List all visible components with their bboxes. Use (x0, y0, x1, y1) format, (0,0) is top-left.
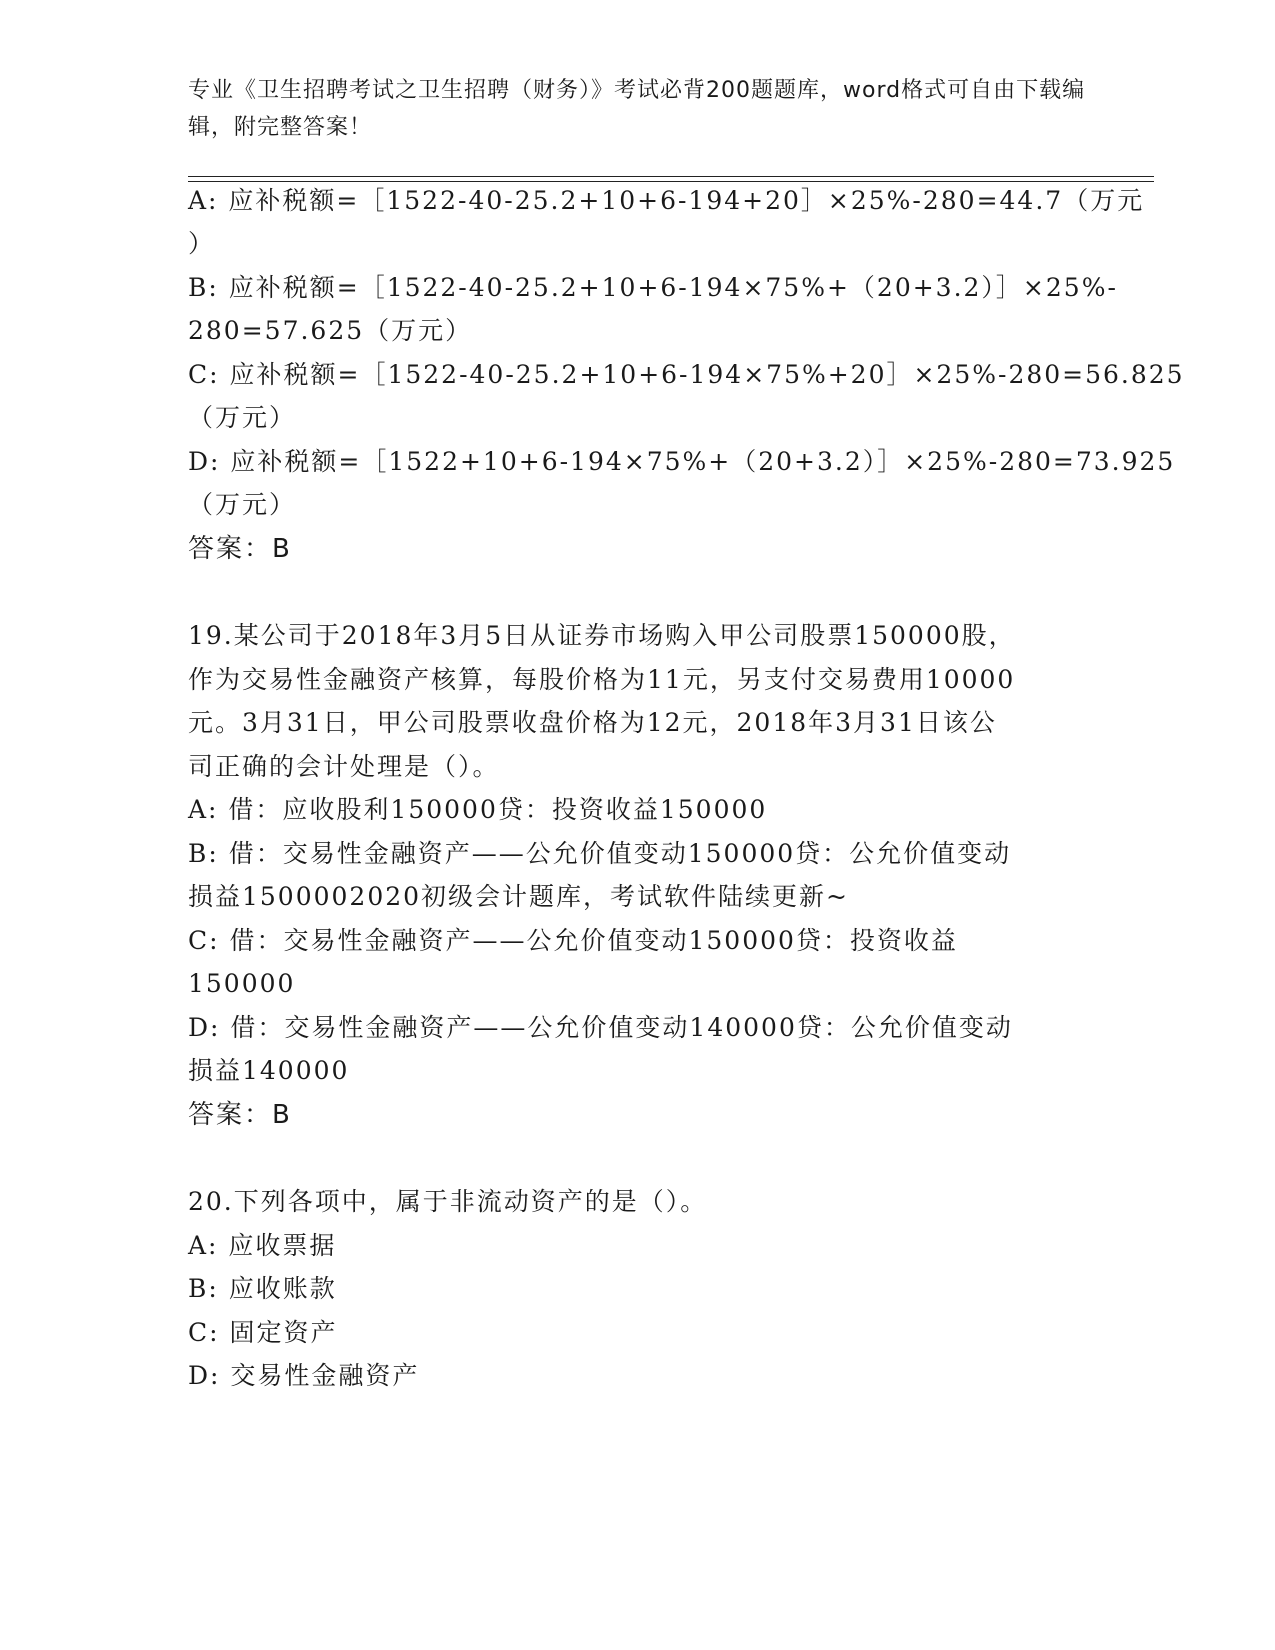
q19-option-c-line1: C: 借：交易性金融资产——公允价值变动150000贷：投资收益 (188, 926, 958, 955)
q20-option-a: A: 应收票据 (188, 1231, 337, 1260)
q19-option-d-line1: D: 借：交易性金融资产——公允价值变动140000贷：公允价值变动 (188, 1013, 1013, 1042)
q18-option-d-line2: （万元） (188, 490, 297, 519)
q19-stem-line2: 作为交易性金融资产核算，每股价格为11元，另支付交易费用10000 (188, 665, 1016, 694)
q19-option-b-line1: B: 借：交易性金融资产——公允价值变动150000贷：公允价值变动 (188, 839, 1012, 868)
header-divider-bottom (188, 181, 1154, 182)
q18-option-b-line1: B: 应补税额=［1522-40-25.2+10+6-194×75%+（20+3.2）］×25%- (188, 273, 1118, 302)
q18-option-d-line1: D: 应补税额=［1522+10+6-194×75%+（20+3.2）］×25%-280=73.925 (188, 447, 1176, 476)
header-divider-top (188, 176, 1154, 177)
q19-option-d-line2: 损益140000 (188, 1056, 350, 1085)
q20-stem: 20.下列各项中，属于非流动资产的是（）。 (188, 1187, 708, 1216)
q20-option-d: D: 交易性金融资产 (188, 1361, 420, 1390)
q18-option-b-line2: 280=57.625（万元） (188, 316, 473, 345)
q18-answer: 答案：B (188, 534, 292, 564)
q19-stem-line1: 19.某公司于2018年3月5日从证券市场购入甲公司股票150000股， (188, 621, 1016, 650)
q18-option-c-line2: （万元） (188, 403, 297, 432)
q18-option-a-line1: A: 应补税额=［1522-40-25.2+10+6-194+20］×25%-280=44.7（万元 (188, 186, 1145, 215)
q19-stem-line4: 司正确的会计处理是（）。 (188, 752, 500, 781)
q19-option-c-line2: 150000 (188, 969, 296, 998)
document-header: 专业《卫生招聘考试之卫生招聘（财务）》考试必背200题题库，word格式可自由下载编辑，附完整答案！ (188, 78, 1086, 140)
q18-option-a-line2: ） (188, 229, 216, 258)
q19-stem-line3: 元。3月31日，甲公司股票收盘价格为12元，2018年3月31日该公 (188, 708, 997, 737)
q19-answer: 答案：B (188, 1100, 292, 1130)
q19-option-a: A: 借：应收股利150000贷：投资收益150000 (188, 795, 768, 824)
q20-option-b: B: 应收账款 (188, 1274, 337, 1303)
q18-option-c-line1: C: 应补税额=［1522-40-25.2+10+6-194×75%+20］×25%-280=56.825 (188, 360, 1185, 389)
q19-option-b-line2: 损益1500002020初级会计题库，考试软件陆续更新~ (188, 882, 850, 911)
q20-option-c: C: 固定资产 (188, 1318, 338, 1347)
